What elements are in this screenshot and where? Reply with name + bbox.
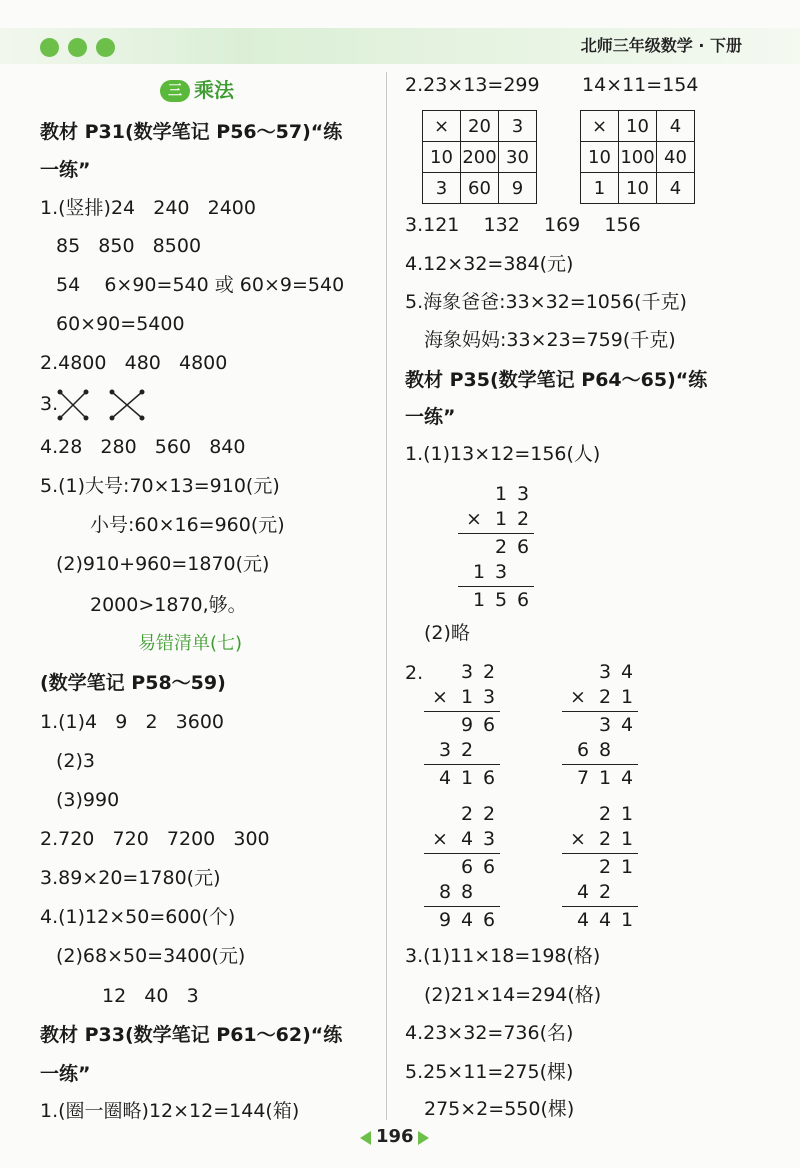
answer-line: 54 6×90=540 或 60×9=540 xyxy=(56,274,345,296)
answer-line: 4.23×32=736(名) xyxy=(405,1022,574,1044)
vertical-multiplication: 2 1 × 2 1 2 1 4 2 4 4 1 xyxy=(562,802,638,933)
answer-line: 5.(1)大号:70×13=910(元) xyxy=(40,475,280,497)
textbook-ref-cont: 一练” xyxy=(405,406,456,428)
cross-lines-icon xyxy=(56,388,156,422)
answer-line: 5.海象爸爸:33×32=1056(千克) xyxy=(405,291,687,313)
answer-line: 2. xyxy=(405,662,424,684)
decor-dot-icon xyxy=(40,38,59,57)
answer-line: (2)68×50=3400(元) xyxy=(56,945,246,967)
section-badge-icon: 三 xyxy=(160,80,190,102)
answer-line: 3.89×20=1780(元) xyxy=(40,867,221,889)
answer-line: (2)3 xyxy=(56,750,96,772)
answer-line: 3. xyxy=(40,393,59,415)
textbook-ref-cont: 一练” xyxy=(40,159,91,181)
vertical-multiplication: 3 4 × 2 1 3 4 6 8 7 1 4 xyxy=(562,660,638,791)
answer-line: (3)990 xyxy=(56,789,120,811)
answer-line: 1.(1)4 9 2 3600 xyxy=(40,711,225,733)
answer-line: (2)21×14=294(格) xyxy=(424,984,602,1006)
answer-line: (2)910+960=1870(元) xyxy=(56,553,270,575)
answer-line: 14×11=154 xyxy=(582,74,699,96)
textbook-ref: 教材 P31(数学笔记 P56～57)“练 xyxy=(40,121,343,143)
book-title: 北师三年级数学 · 下册 xyxy=(580,36,742,55)
answer-line: 2.4800 480 4800 xyxy=(40,352,228,374)
decor-dot-icon xyxy=(68,38,87,57)
answer-line: 2000>1870,够。 xyxy=(90,594,247,616)
section-title: 乘法 xyxy=(194,78,234,102)
answer-line: 小号:60×16=960(元) xyxy=(90,514,285,536)
answer-line: 3.(1)11×18=198(格) xyxy=(405,945,601,967)
multiplication-grid: × 20 3 10 200 30 3 60 9 xyxy=(422,110,537,204)
textbook-ref: 教材 P33(数学笔记 P61～62)“练 xyxy=(40,1024,343,1046)
textbook-ref: 教材 P35(数学笔记 P64～65)“练 xyxy=(405,369,708,391)
vertical-multiplication: 1 3 × 1 2 2 6 1 3 1 5 6 xyxy=(458,482,534,613)
answer-line: 4.12×32=384(元) xyxy=(405,253,574,275)
answer-line: 海象妈妈:33×23=759(千克) xyxy=(424,329,676,351)
answer-line: 1.(圈一圈略)12×12=144(箱) xyxy=(40,1100,300,1122)
answer-line: 60×90=5400 xyxy=(56,313,185,335)
vertical-multiplication: 3 2 × 1 3 9 6 3 2 4 1 6 xyxy=(424,660,500,791)
page-number: 196 xyxy=(376,1126,414,1147)
answer-line: 275×2=550(棵) xyxy=(424,1098,575,1120)
answer-line: 2.720 720 7200 300 xyxy=(40,828,270,850)
answer-line: 12 40 3 xyxy=(102,985,199,1007)
answer-line: 3.121 132 169 156 xyxy=(405,214,641,236)
decor-dot-icon xyxy=(96,38,115,57)
column-divider xyxy=(386,72,387,1120)
answer-line: 85 850 8500 xyxy=(56,235,202,257)
prev-arrow-icon xyxy=(360,1131,371,1145)
answer-line: 2.23×13=299 xyxy=(405,74,540,96)
mistakes-list-title: 易错清单(七) xyxy=(138,633,243,654)
answer-line: 1.(1)13×12=156(人) xyxy=(405,443,601,465)
next-arrow-icon xyxy=(418,1131,429,1145)
vertical-multiplication: 2 2 × 4 3 6 6 8 8 9 4 6 xyxy=(424,802,500,933)
textbook-ref-cont: 一练” xyxy=(40,1063,91,1085)
answer-line: 4.(1)12×50=600(个) xyxy=(40,906,236,928)
answer-line: (2)略 xyxy=(424,622,470,644)
answer-line: 5.25×11=275(棵) xyxy=(405,1061,574,1083)
answer-line: 1.(竖排)24 240 2400 xyxy=(40,197,256,219)
answer-line: 4.28 280 560 840 xyxy=(40,436,246,458)
notebook-ref: (数学笔记 P58～59) xyxy=(40,672,226,694)
multiplication-grid: × 10 4 10 100 40 1 10 4 xyxy=(580,110,695,204)
